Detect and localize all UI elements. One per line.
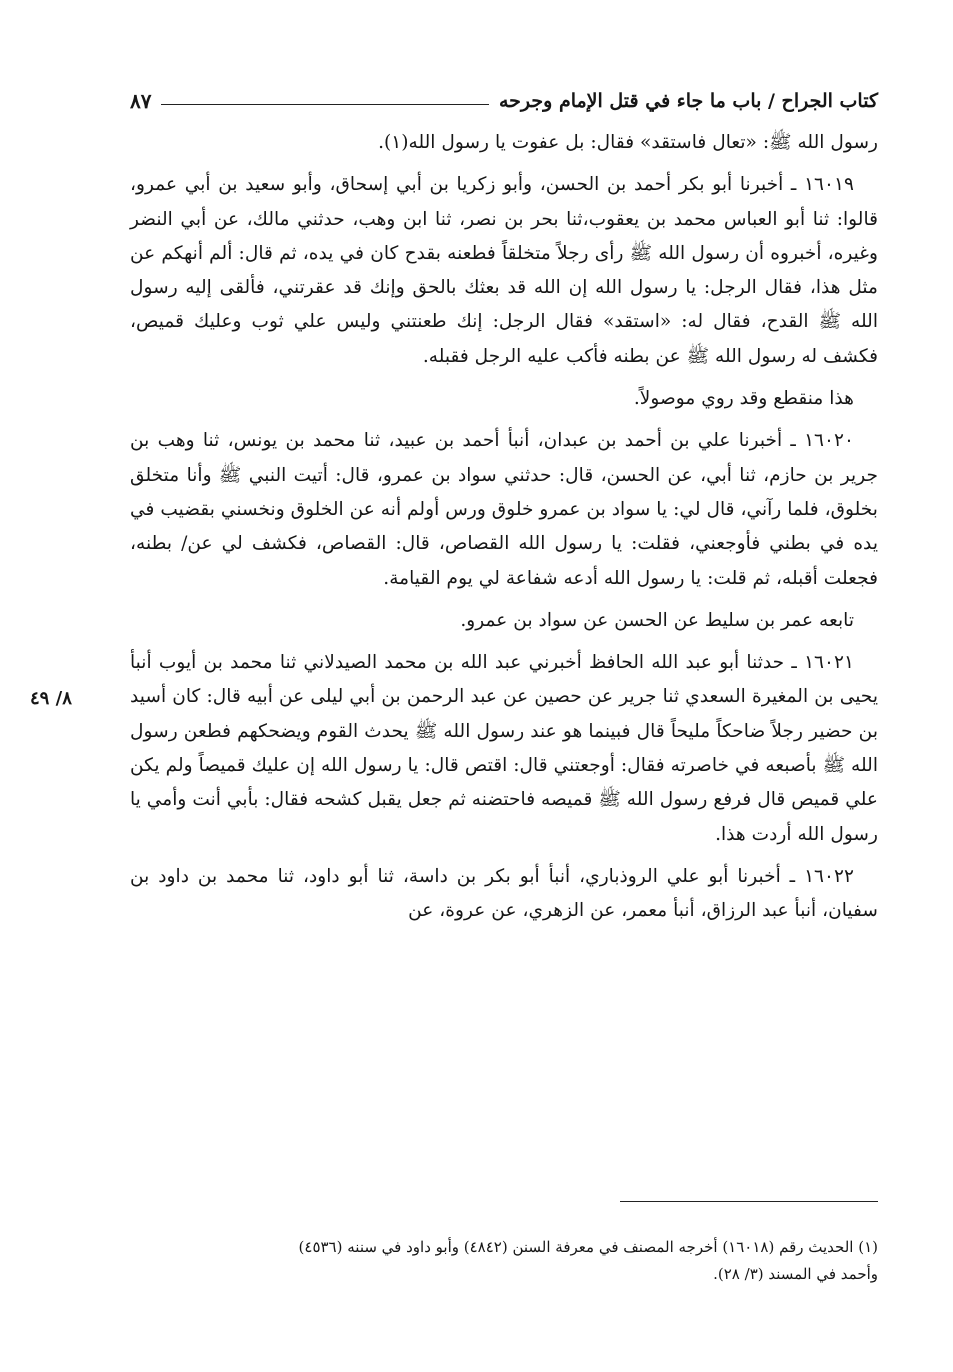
hadith-16022: ١٦٠٢٢ ـ أخبرنا أبو علي الروذباري، أنبأ أبو بكر بن داسة، ثنا أبو داود، ثنا محمد بن داود بن سفيان، أنبأ عبد الرزاق، أنبأ معمر، عن الزهري، عن عروة، عن	[130, 865, 878, 922]
commentary-note: هذا منقطع وقد روي موصولاً.	[633, 388, 854, 410]
footnote-line-2: وأحمد في المسند (٣/ ٢٨).	[713, 1265, 878, 1283]
main-text	[130, 126, 878, 929]
hadith-16019: ١٦٠١٩ ـ أخبرنا أبو بكر أحمد بن الحسن، وأبو زكريا بن أبي إسحاق، وأبو سعيد بن أبي عمرو، قالوا: ثنا أبو العباس محمد بن يعقوب،ثنا بحر بن نصر، ثنا ابن وهب، حدثني مالك، عن أبي النضر وغيره، أخبروه أن رسول الله ﷺ رأى رجلاً متخلقاً فطعنه بقدح كان في يده، ثم قال: ألم أنهكم عن مثل هذا، فقال الرجل: يا رسول الله إن الله قد بعثك بالحق وإنك قد عقرتني، فألقى إليه رسول الله ﷺ القدح، فقال له: «استقد» فقال الرجل: إنك طعنتني وليس علي ثوب وعليك قميص، فكشف له رسول الله ﷺ عن بطنه فأكب عليه الرجل فقبله.	[130, 174, 878, 367]
page-number: ٨٧	[130, 89, 152, 113]
header-title: كتاب الجراح / باب ما جاء في قتل الإمام وجرحه	[499, 90, 878, 112]
running-header	[130, 84, 878, 118]
footnote	[130, 1234, 878, 1288]
footnote-line-1: (١) الحديث رقم (١٦٠١٨) أخرجه المصنف في معرفة السنن (٤٨٤٢) وأبو داود في سننه (٤٥٣٦)	[298, 1238, 878, 1256]
hadith-16021: ١٦٠٢١ ـ حدثنا أبو عبد الله الحافظ أخبرني عبد الله بن محمد الصيدلاني ثنا محمد بن أيوب أنبأ يحيى بن المغيرة السعدي ثنا جرير عن حصين عن عبد الرحمن بن أبي ليلى عن أبيه قال: كان أسيد بن حضير رجلاً ضاحكاً مليحاً قال فبينما هو عند رسول الله ﷺ يحدث القوم ويضحكهم فطعن رسول الله ﷺ بأصبعه في خاصرته فقال: أوجعتني قال: اقتص قال: يا رسول الله إن عليك قميصاً ولم يكن علي قميص قال فرفع رسول الله ﷺ قميصه فاحتضنه ثم جعل يقبل كشحه فقال: بأبي أنت وأمي يا رسول الله أردت هذا.	[130, 652, 878, 845]
header-rule	[161, 104, 489, 105]
margin-reference: ٨/ ٤٩	[30, 688, 72, 709]
footnote-divider	[620, 1201, 878, 1202]
paragraph-continuation: رسول الله ﷺ: «تعال فاستقد» فقال: بل عفوت يا رسول الله(١).	[378, 132, 878, 153]
hadith-16020: ١٦٠٢٠ ـ أخبرنا علي بن أحمد بن عبدان، أنبأ أحمد بن عبيد، ثنا محمد بن يونس، ثنا وهب بن جرير بن حازم، ثنا أبي، عن الحسن، قال: حدثني سواد بن عمرو، قال: أتيت النبي ﷺ وأنا متخلق بخلوق، فلما رآني، قال لي: يا سواد بن عمرو خلوق ورس أولم أنه عن الخلوق ونخسني بقضيب في يده في بطني فأوجعني، فقلت: يا رسول الله القصاص، قال: القصاص، فكشف لي عن/ بطنه، فجعلت أقبله، ثم قلت: يا رسول الله أدعه شفاعة لي يوم القيامة.	[130, 430, 878, 589]
commentary-note-2: تابعه عمر بن سليط عن الحسن عن سواد بن عمرو.	[460, 609, 854, 631]
